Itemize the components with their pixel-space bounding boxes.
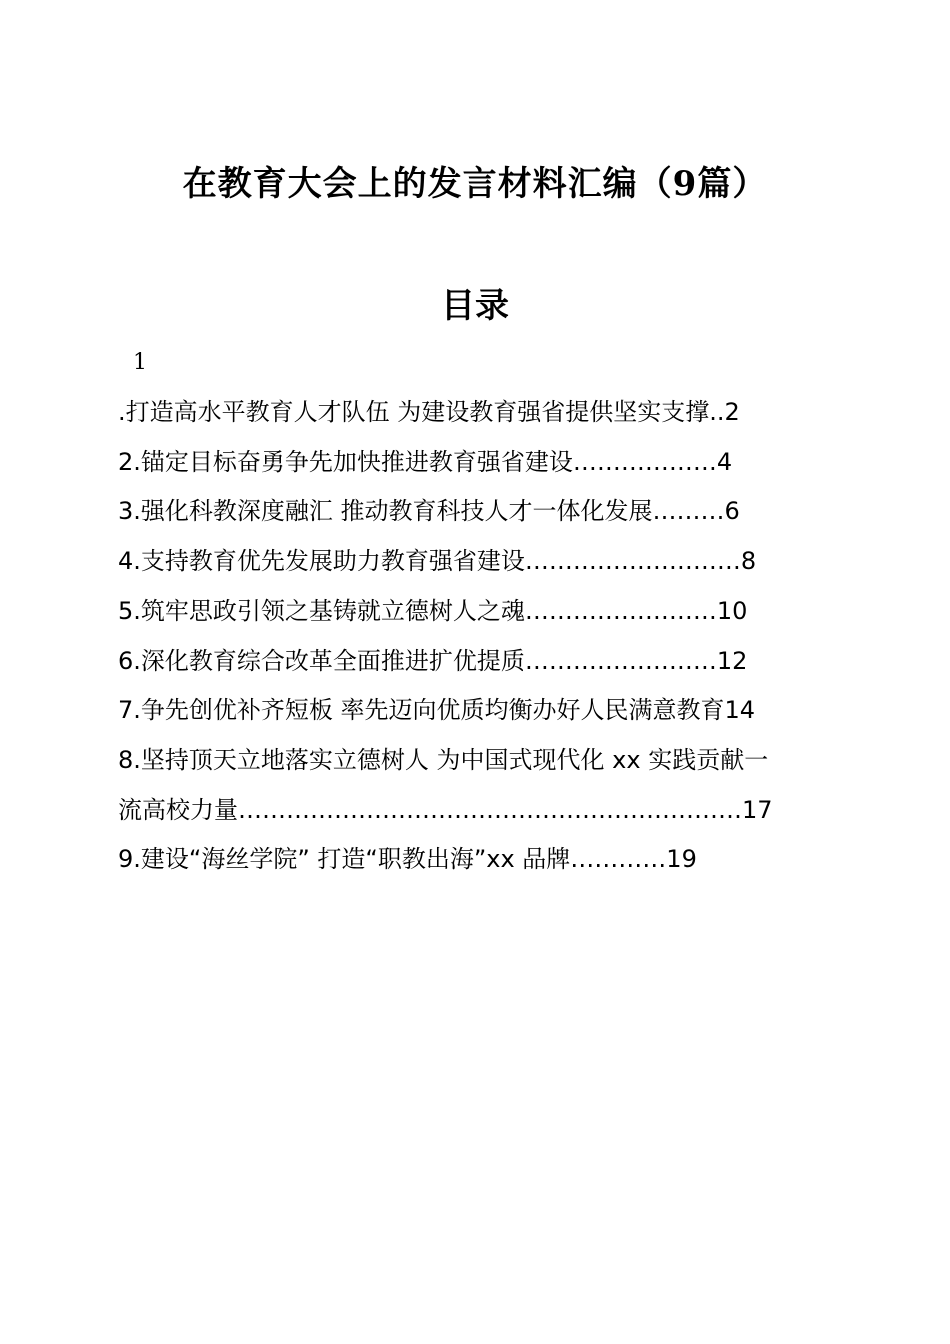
toc-entry-5[interactable]: 5.筑牢思政引领之基铸就立德树人之魂……………………10 [118, 596, 748, 625]
toc-entry-2[interactable]: 2.锚定目标奋勇争先加快推进教育强省建设………………4 [118, 447, 733, 476]
document-title: 在教育大会上的发言材料汇编（9篇） [182, 164, 768, 204]
toc-heading: 目录 [441, 286, 509, 326]
toc-entry-1[interactable]: .打造高水平教育人才队伍 为建设教育强省提供坚实支撑..2 [118, 398, 740, 426]
toc-entry-4[interactable]: 4.支持教育优先发展助力教育强省建设………………………8 [118, 547, 757, 576]
table-of-contents [118, 388, 838, 885]
toc-entry-7[interactable]: 7.争先创优补齐短板 率先迈向优质均衡办好人民满意教育14 [118, 696, 756, 725]
toc-entry-3[interactable]: 3.强化科教深度融汇 推动教育科技人才一体化发展………6 [118, 497, 740, 526]
toc-entry-9[interactable]: 9.建设“海丝学院” 打造“职教出海”xx 品牌…………19 [118, 845, 697, 874]
toc-entry-6[interactable]: 6.深化教育综合改革全面推进扩优提质……………………12 [118, 646, 748, 675]
toc-entry-8-continued[interactable]: 流高校力量………………………………………………………17 [118, 795, 773, 824]
stray-page-number: 1 [133, 350, 147, 375]
toc-entry-8[interactable]: 8.坚持顶天立地落实立德树人 为中国式现代化 xx 实践贡献一 [118, 745, 769, 774]
